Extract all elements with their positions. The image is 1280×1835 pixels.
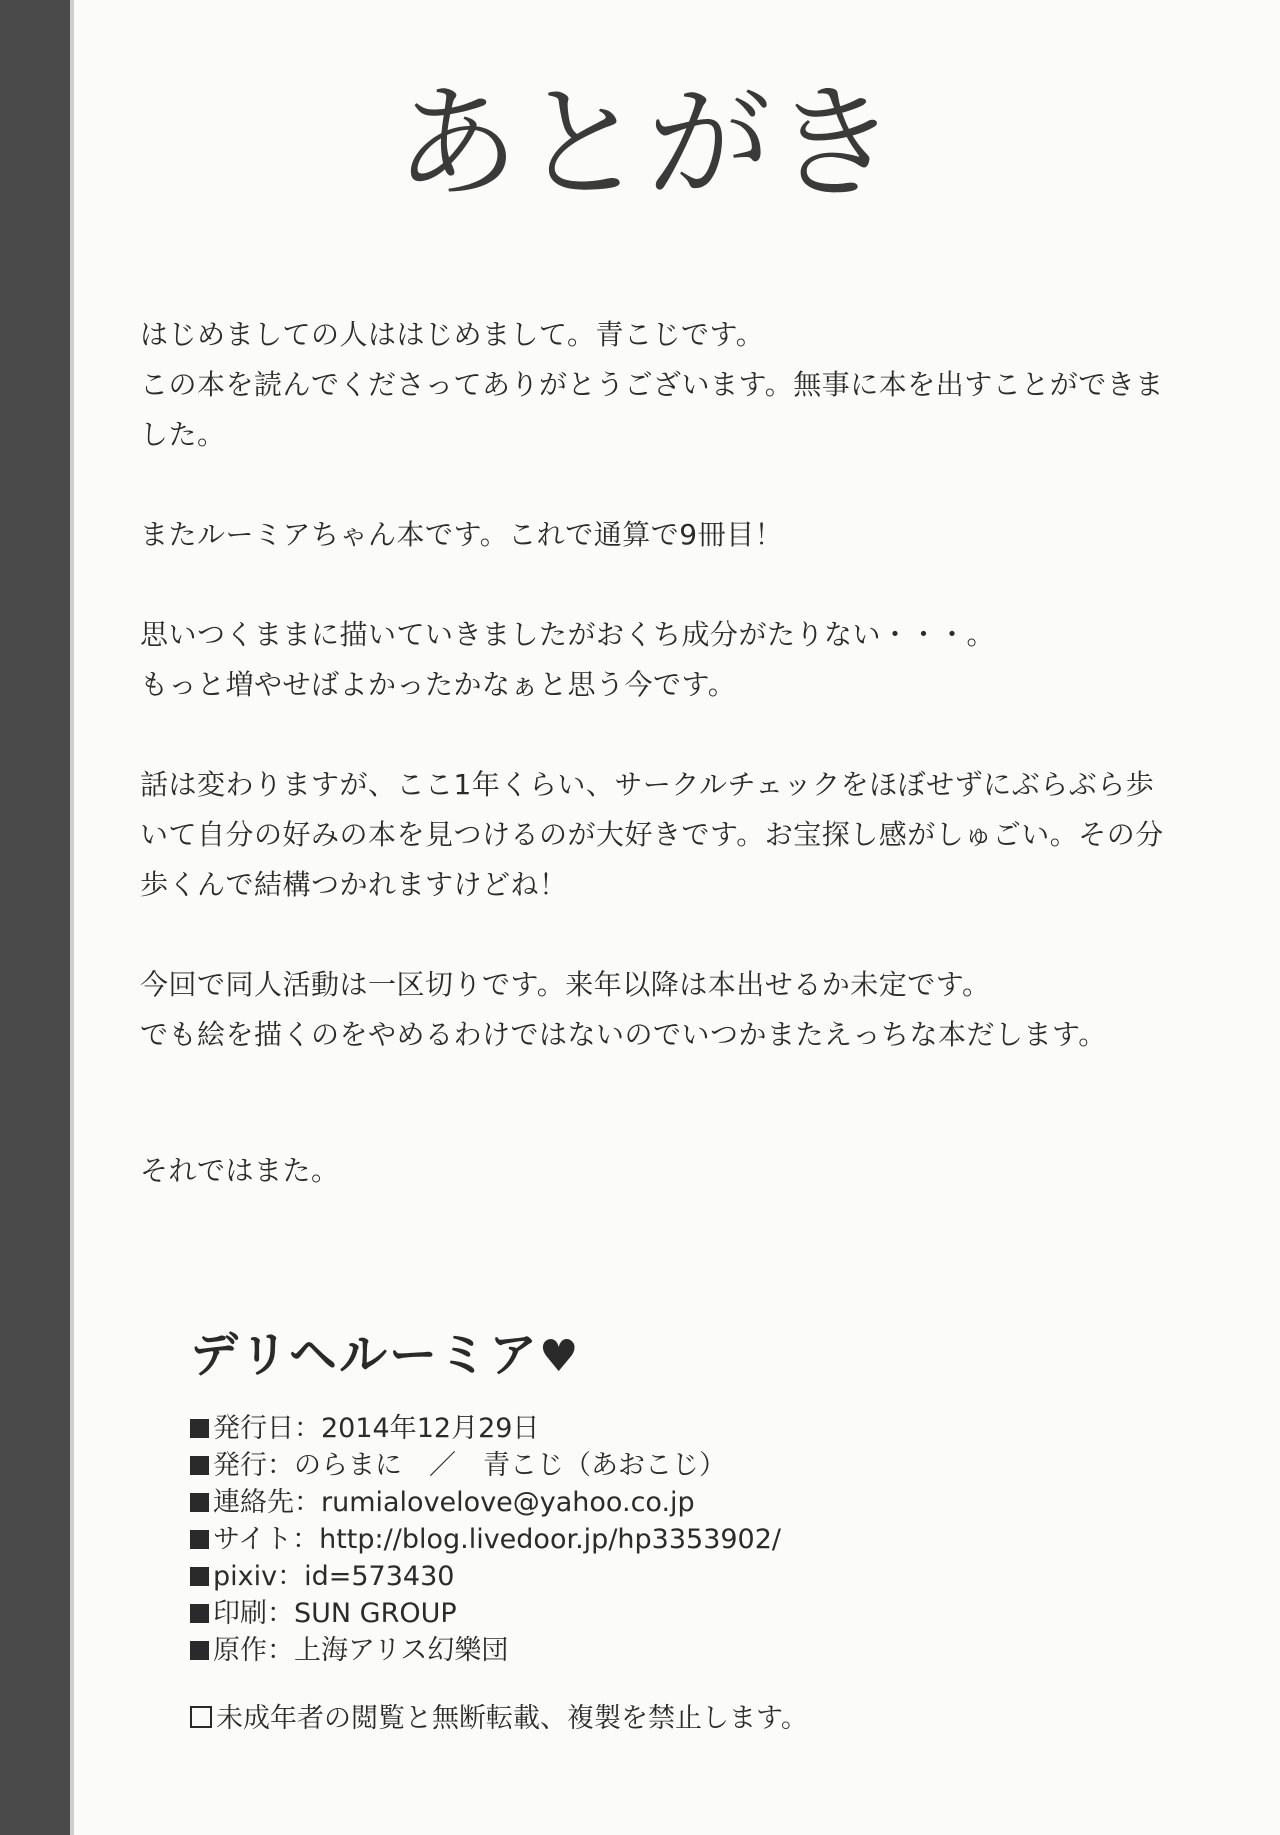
text-line: またルーミアちゃん本です。これで通算で9冊目！ xyxy=(140,518,784,551)
original-work: 原作：上海アリス幻樂団 xyxy=(213,1635,509,1666)
book-title-text: デリヘルーミア xyxy=(190,1327,540,1383)
bullet-square-icon xyxy=(190,1419,209,1438)
text-line: した。 xyxy=(140,418,226,451)
colophon-row xyxy=(190,1447,1090,1484)
colophon-row xyxy=(190,1410,1090,1447)
paragraph xyxy=(140,310,1240,460)
text-line: 思いつくままに描いていきましたがおくち成分がたりない・・・。 xyxy=(140,618,996,651)
text-line: はじめましての人ははじめまして。青こじです。 xyxy=(140,318,765,351)
paragraph xyxy=(140,960,1240,1060)
text-line: 歩くんで結構つかれますけどね！ xyxy=(140,868,568,901)
colophon-row xyxy=(190,1521,1090,1558)
bullet-square-icon xyxy=(190,1456,209,1475)
publish-date: 発行日：2014年12月29日 xyxy=(213,1413,540,1444)
colophon-row xyxy=(190,1595,1090,1632)
paragraph xyxy=(140,760,1240,910)
paragraph-gap xyxy=(140,560,1240,610)
paragraph-gap xyxy=(140,460,1240,510)
heart-icon: ♥ xyxy=(539,1331,581,1382)
text-line: でも絵を描くのをやめるわけではないのでいつかまたえっちな本だします。 xyxy=(140,1018,1107,1051)
paragraph-gap xyxy=(140,710,1240,760)
book-title xyxy=(190,1320,1090,1410)
colophon-row xyxy=(190,1632,1090,1669)
text-line: 今回で同人活動は一区切りです。来年以降は本出せるか未定です。 xyxy=(140,968,991,1001)
text-line: もっと増やせばよかったかなぁと思う今です。 xyxy=(140,668,737,701)
page-title: あとがき xyxy=(395,72,900,216)
book-spine-shadow xyxy=(0,0,70,1835)
paragraph-gap xyxy=(140,910,1240,960)
text-line: いて自分の好みの本を見つけるのが大好きです。お宝探し感がしゅごい。その分 xyxy=(140,818,1164,851)
paragraph-gap xyxy=(140,1060,1240,1146)
text-line: それではまた。 xyxy=(140,1154,340,1187)
paragraph xyxy=(140,510,1240,560)
publisher: 発行：のらまに ／ 青こじ（あおこじ） xyxy=(213,1450,726,1481)
bullet-square-icon xyxy=(190,1493,209,1512)
colophon-row xyxy=(190,1558,1090,1595)
bullet-square-icon xyxy=(190,1604,209,1623)
text-line: 話は変わりますが、ここ1年くらい、サークルチェックをほぼせずにぶらぶら歩 xyxy=(140,768,1155,801)
warning-text: 未成年者の閲覧と無断転載、複製を禁止します。 xyxy=(216,1703,808,1734)
contact: 連絡先：rumialovelove@yahoo.co.jp xyxy=(213,1487,695,1518)
bullet-square-icon xyxy=(190,1567,209,1586)
afterword-body xyxy=(140,310,1240,1196)
age-warning xyxy=(190,1699,1090,1739)
bullet-square-icon xyxy=(190,1530,209,1549)
paragraph xyxy=(140,1146,1240,1196)
printer: 印刷：SUN GROUP xyxy=(213,1598,457,1629)
pixiv-id: pixiv：id=573430 xyxy=(213,1561,455,1592)
bullet-square-icon xyxy=(190,1641,209,1660)
text-line: この本を読んでくださってありがとうございます。無事に本を出すことができま xyxy=(140,368,1164,401)
colophon xyxy=(190,1320,1090,1739)
paragraph xyxy=(140,610,1240,710)
colophon-row xyxy=(190,1484,1090,1521)
checkbox-square-icon xyxy=(190,1706,212,1728)
website: サイト：http://blog.livedoor.jp/hp3353902/ xyxy=(213,1524,782,1555)
